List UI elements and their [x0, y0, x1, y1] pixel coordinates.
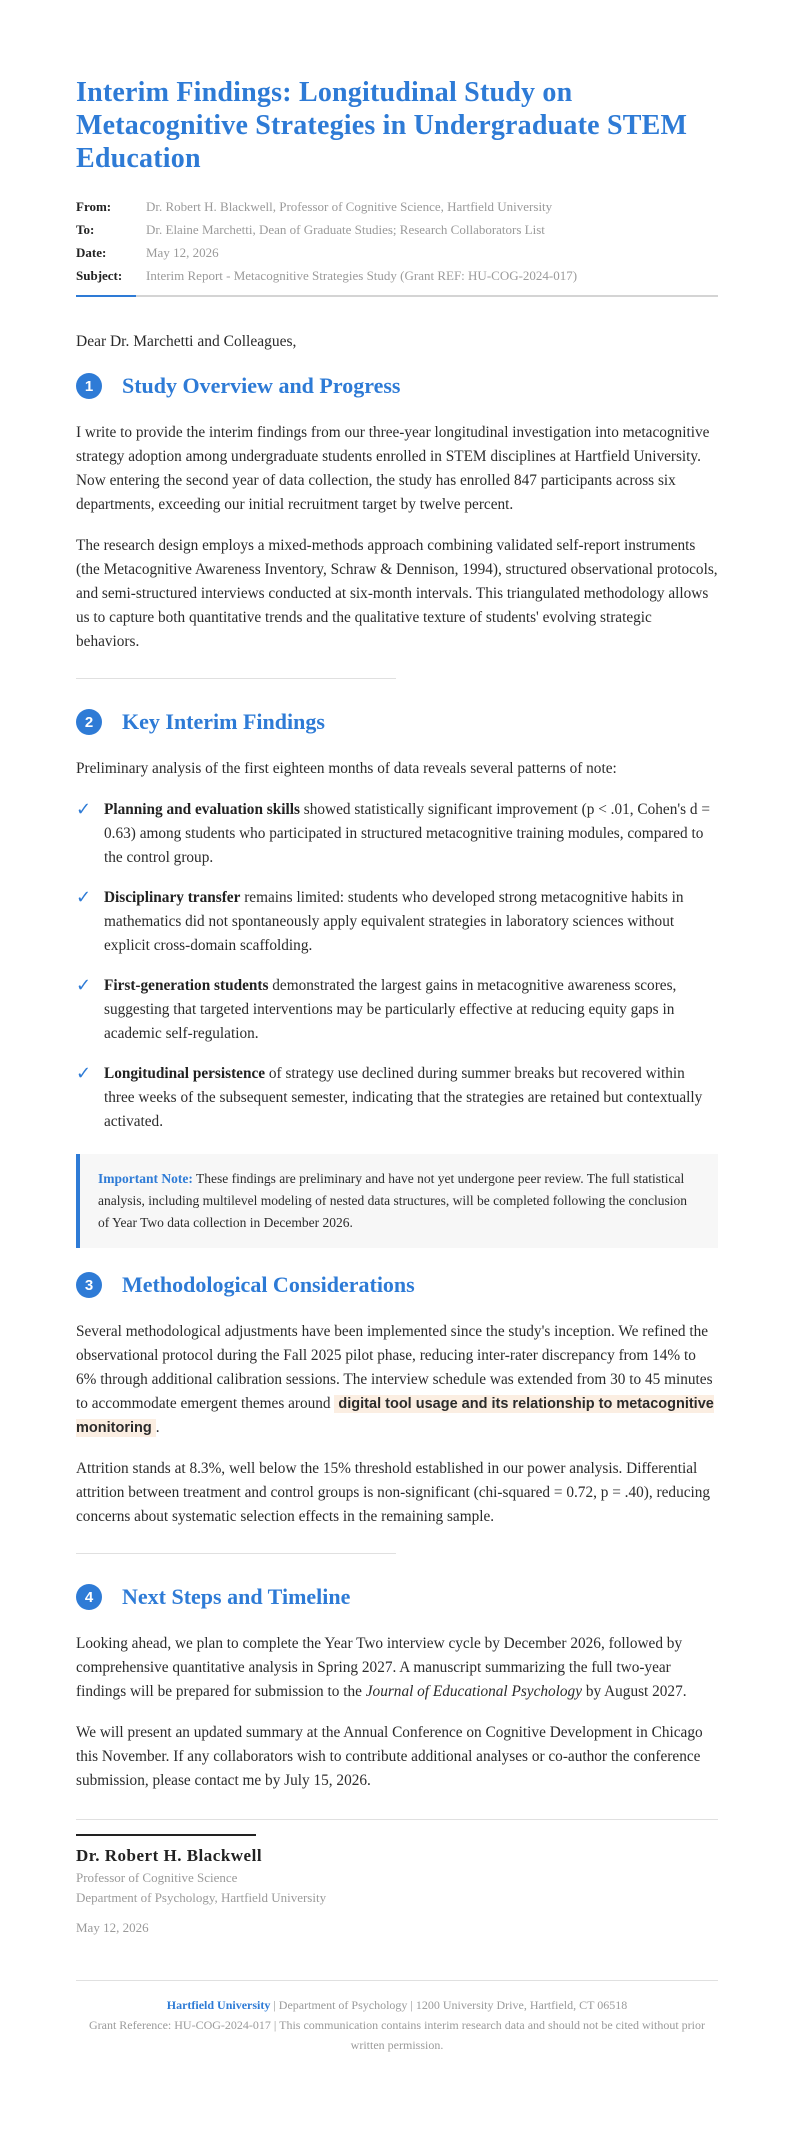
- memo-from-label: From:: [76, 199, 112, 214]
- paragraph: We will present an updated summary at the Annual Conference on Cognitive Development in Chicago this November. If any collaborators wish to contribute additional analyses or co-author the conference submission, please contact me by July 15, 2026.: [76, 1724, 703, 1789]
- finding-label: Longitudinal persistence: [104, 1065, 266, 1082]
- paragraph: The research design employs a mixed-methods approach combining validated self-report instruments (the Metacognitive Awareness Inventory, Schraw & Dennison, 1994), structured observational protocols, and semi-structured interviews conducted at six-month intervals. This triangulated methodology allows us to capture both quantitative trends and the qualitative texture of students' evolving strategic behaviors.: [76, 537, 718, 650]
- page-footer: [76, 1980, 718, 2055]
- paragraph-end: by August 2027.: [582, 1683, 687, 1700]
- journal-name: Journal of Educational Psychology: [365, 1683, 582, 1700]
- memo-to-label: To:: [76, 222, 95, 237]
- paragraph: Attrition stands at 8.3%, well below the 15% threshold established in our power analysis. Differential attrition between treatment and control groups is non-significant (chi-squared = 0.72, p = .40), reducing concerns about systematic selection effects in the remaining sample.: [76, 1460, 711, 1525]
- section-title: Key Interim Findings: [122, 709, 325, 734]
- finding-detail: showed statistically significant improvement (p < .01, Cohen's d = 0.63) among students who participated in structured metacognitive training modules, compared to the control group.: [104, 801, 710, 866]
- signer-name: Dr. Robert H. Blackwell: [76, 1846, 263, 1865]
- checkmark-icon: ✓: [76, 887, 92, 908]
- note-text: These findings are preliminary and have not yet undergone peer review. The full statistical analysis, including multilevel modeling of nested data structures, will be completed following the conclusion of Year Two data collection in December 2026.: [98, 1171, 687, 1230]
- memo-from-row: [76, 195, 718, 218]
- header-divider: [76, 295, 718, 297]
- memo-date-row: [76, 241, 718, 264]
- section-3-heading: [76, 1272, 718, 1298]
- findings-list: [76, 798, 718, 1134]
- important-note-callout: [76, 1154, 718, 1248]
- memo-to-value: Dr. Elaine Marchetti, Dean of Graduate Studies; Research Collaborators List: [146, 222, 545, 237]
- memo-date-value: May 12, 2026: [146, 245, 219, 260]
- section-title: Study Overview and Progress: [122, 373, 401, 398]
- paragraph-text: Several methodological adjustments have been implemented since the study's inception. We refined the observational protocol during the Fall 2025 pilot phase, reducing inter-rater discrepancy from 14% to 6% through additional calibration sessions. The interview schedule was extended from 30 to 45 minutes to accommodate emergent themes around: [76, 1323, 713, 1412]
- finding-text: [104, 1062, 718, 1134]
- finding-text: [104, 886, 718, 958]
- checkmark-icon: ✓: [76, 799, 92, 820]
- section-divider: [76, 678, 396, 679]
- memo-subject-label: Subject:: [76, 268, 123, 283]
- list-item: [76, 1062, 718, 1134]
- finding-label: First-generation students: [104, 977, 269, 994]
- section-number-badge: 2: [76, 709, 102, 735]
- footer-address-line: [76, 1995, 718, 2015]
- page-title: Interim Findings: Longitudinal Study on Metacognitive Strategies in Undergraduate STEM Education: [76, 77, 688, 174]
- section-4-heading: [76, 1584, 718, 1610]
- signature-divider: [76, 1819, 718, 1820]
- section-number-badge: 1: [76, 373, 102, 399]
- section-number-badge: 3: [76, 1272, 102, 1298]
- footer-address: | Department of Psychology | 1200 University Drive, Hartfield, CT 06518: [270, 1998, 628, 2012]
- finding-text: [104, 798, 718, 870]
- memo-to-row: [76, 218, 718, 241]
- finding-text: [104, 974, 718, 1046]
- section-2-heading: [76, 709, 718, 735]
- finding-detail: demonstrated the largest gains in metacognitive awareness scores, suggesting that targeted interventions may be particularly effective at reducing equity gaps in academic self-regulation.: [104, 977, 677, 1042]
- section-1-heading: [76, 373, 718, 399]
- memo-subject-value: Interim Report - Metacognitive Strategies Study (Grant REF: HU-COG-2024-017): [146, 268, 578, 283]
- finding-detail: of strategy use declined during summer breaks but recovered within three weeks of the subsequent semester, indicating that the strategies are retained but contextually activated.: [104, 1065, 703, 1130]
- paragraph: [76, 1632, 718, 1704]
- signature-line: [76, 1834, 256, 1836]
- memo-header: [76, 195, 718, 297]
- paragraph: [76, 1320, 718, 1440]
- finding-label: Planning and evaluation skills: [104, 801, 300, 818]
- signer-department: Department of Psychology, Hartfield University: [76, 1890, 327, 1905]
- footer-org-name: Hartfield University: [166, 1998, 271, 2012]
- list-item: [76, 798, 718, 870]
- checkmark-icon: ✓: [76, 1063, 92, 1084]
- salutation: Dear Dr. Marchetti and Colleagues,: [76, 333, 297, 350]
- list-item: [76, 886, 718, 958]
- note-label: Important Note:: [98, 1171, 193, 1186]
- section-divider: [76, 1553, 396, 1554]
- signature-date: May 12, 2026: [76, 1920, 149, 1935]
- paragraph-text: Looking ahead, we plan to complete the Year Two interview cycle by December 2026, followed by comprehensive quantitative analysis in Spring 2027. A manuscript summarizing the full two-year findings will be prepared for submission to the: [76, 1635, 683, 1700]
- list-item: [76, 974, 718, 1046]
- section-number-badge: 4: [76, 1584, 102, 1610]
- paragraph: I write to provide the interim findings from our three-year longitudinal investigation into metacognitive strategy adoption among undergraduate students enrolled in STEM disciplines at Hartfield University. Now entering the second year of data collection, the study has enrolled 847 participants across six departments, exceeding our initial recruitment target by twelve percent.: [76, 424, 710, 513]
- paragraph-end: .: [155, 1419, 160, 1436]
- finding-label: Disciplinary transfer: [104, 889, 241, 906]
- memo-subject-row: [76, 264, 718, 287]
- footer-disclaimer: Grant Reference: HU-COG-2024-017 | This communication contains interim research data and should not be cited without prior written permission.: [88, 2018, 705, 2052]
- finding-detail: remains limited: students who developed strong metacognitive habits in mathematics did not spontaneously apply equivalent strategies in laboratory sciences without explicit cross-domain scaffolding.: [104, 889, 684, 954]
- signer-title: Professor of Cognitive Science: [76, 1870, 238, 1885]
- findings-intro: Preliminary analysis of the first eighteen months of data reveals several patterns of note:: [76, 760, 617, 777]
- section-title: Next Steps and Timeline: [122, 1584, 351, 1609]
- section-title: Methodological Considerations: [122, 1272, 415, 1297]
- highlighted-phrase: digital tool usage and its relationship to metacognitive monitoring: [76, 1396, 714, 1436]
- memo-date-label: Date:: [76, 245, 107, 260]
- signature-block: [76, 1834, 718, 1936]
- checkmark-icon: ✓: [76, 975, 92, 996]
- memo-from-value: Dr. Robert H. Blackwell, Professor of Cognitive Science, Hartfield University: [146, 199, 553, 214]
